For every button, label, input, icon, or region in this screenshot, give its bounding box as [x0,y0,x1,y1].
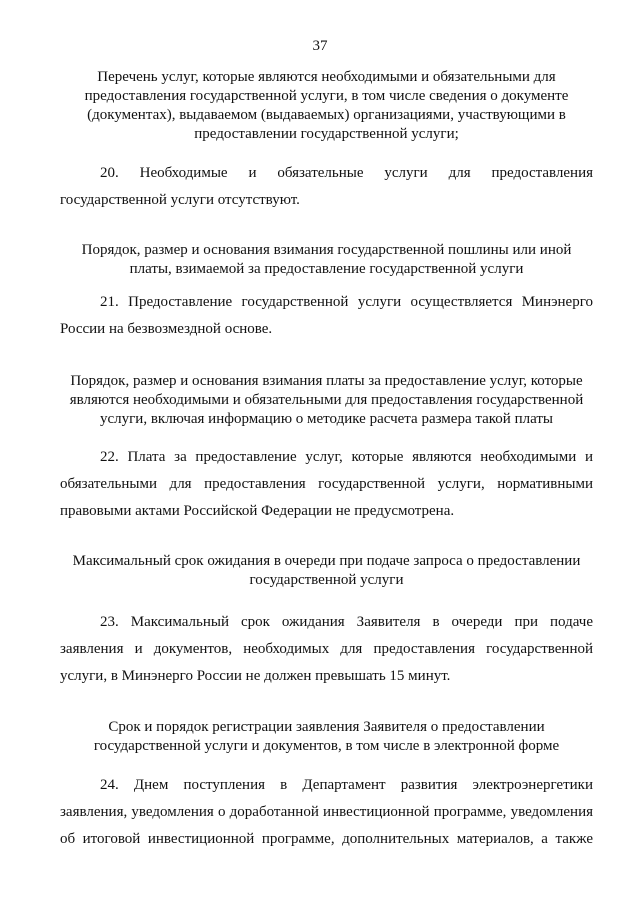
heading-line: государственной услуги и документов, в том числе в электронной форме [93,738,560,754]
paragraph-line: обязательными для предоставления государственной услуги, нормативными [60,476,593,492]
paragraph-line: 22. Плата за предоставление услуг, которые являются необходимыми и [100,449,593,465]
heading-line: Срок и порядок регистрации заявления Заявителя о предоставлении [108,719,545,735]
paragraph-line: 21. Предоставление государственной услуги осуществляется Минэнерго [100,294,593,310]
section-heading-services-list [60,68,593,144]
paragraph-line: заявления и документов, необходимых для предоставления государственной [60,641,593,657]
heading-line: Порядок, размер и основания взимания государственной пошлины или иной [81,242,572,258]
heading-line: предоставлении государственной услуги; [194,126,459,142]
heading-line: услуги, включая информацию о методике расчета размера такой платы [100,411,553,427]
heading-line: Перечень услуг, которые являются необходимыми и обязательными для [97,69,556,85]
paragraph-23 [60,609,593,690]
paragraph-line: 23. Максимальный срок ожидания Заявителя в очереди при подаче [100,614,593,630]
paragraph-line: правовыми актами Российской Федерации не предусмотрена. [60,503,455,519]
paragraph-line: 24. Днем поступления в Департамент развития электроэнергетики [100,777,593,793]
heading-line: предоставления государственной услуги, в том числе сведения о документе [84,88,569,104]
heading-line: являются необходимыми и обязательными для предоставления государственной [69,392,584,408]
paragraph-line: заявления, уведомления о доработанной инвестиционной программе, уведомления [60,804,593,820]
paragraph-21 [60,289,593,343]
section-heading-queue-time [60,552,593,590]
paragraph-24 [60,772,593,853]
paragraph-20 [60,160,593,214]
paragraph-line: услуги, в Минэнерго России не должен превышать 15 минут. [60,668,451,684]
paragraph-line: России на безвозмездной основе. [60,321,273,337]
paragraph-line: 20. Необходимые и обязательные услуги для предоставления [100,165,593,181]
paragraph-line: государственной услуги отсутствуют. [60,192,300,208]
heading-line: государственной услуги [249,572,404,588]
section-heading-service-fees [60,372,593,429]
paragraph-22 [60,444,593,525]
paragraph-line: об итоговой инвестиционной программе, дополнительных материалов, а также [60,831,593,847]
heading-line: платы, взимаемой за предоставление государственной услуги [129,261,524,277]
section-heading-state-fee [60,241,593,279]
section-heading-registration [60,718,593,756]
heading-line: Максимальный срок ожидания в очереди при подаче запроса о предоставлении [72,553,581,569]
heading-line: (документах), выдаваемом (выдаваемых) организациями, участвующими в [87,107,566,123]
page-number: 37 [312,38,328,54]
heading-line: Порядок, размер и основания взимания платы за предоставление услуг, которые [70,373,583,389]
